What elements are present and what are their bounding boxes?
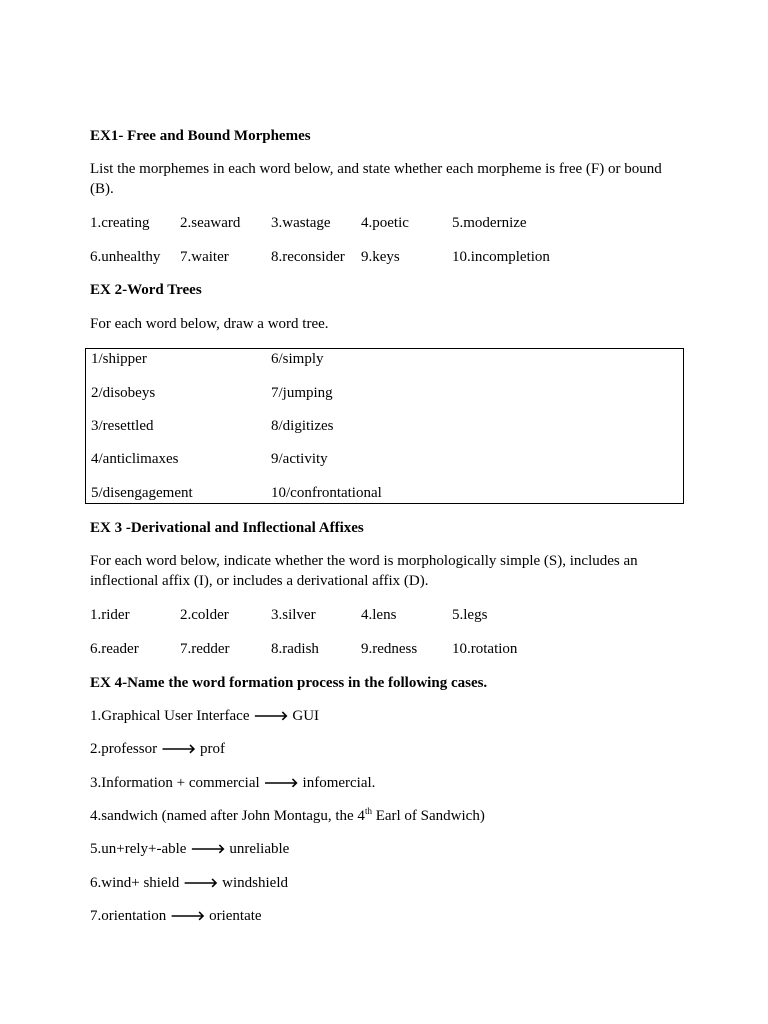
table-cell: 1/shipper xyxy=(91,351,147,367)
ex4-title: EX 4-Name the word formation process in the following cases. xyxy=(90,675,488,691)
table-cell: 4/anticlimaxes xyxy=(91,451,179,467)
superscript: th xyxy=(364,806,372,816)
ex4-item-source: 2.professor xyxy=(90,741,158,757)
table-cell: 5/disengagement xyxy=(91,485,193,501)
word-item: 10.rotation xyxy=(452,641,518,657)
ex4-item-3 xyxy=(90,774,375,793)
table-cell: 3/resettled xyxy=(91,418,154,434)
arrow-right-icon: 🡒 xyxy=(263,776,299,791)
word-item: 9.redness xyxy=(361,641,418,657)
ex3-instruction: For each word below, indicate whether the word is morphologically simple (S), includes an inflectional affix (I), or includes a derivational affix (D). xyxy=(90,553,638,589)
word-item: 3.wastage xyxy=(271,215,331,231)
word-item: 7.redder xyxy=(180,641,230,657)
ex3-title: EX 3 -Derivational and Inflectional Affixes xyxy=(90,520,364,536)
word-item: 3.silver xyxy=(271,607,316,623)
word-item: 2.seaward xyxy=(180,215,241,231)
arrow-right-icon: 🡒 xyxy=(170,909,206,924)
ex2-title: EX 2-Word Trees xyxy=(90,282,202,298)
word-item: 5.modernize xyxy=(452,215,527,231)
word-item: 10.incompletion xyxy=(452,249,550,265)
word-item: 4.lens xyxy=(361,607,397,623)
ex4-item-result: orientate xyxy=(209,908,262,924)
word-item: 6.unhealthy xyxy=(90,249,161,265)
ex4-item-text: 4.sandwich (named after John Montagu, the 4 xyxy=(90,808,365,824)
ex4-item-source: 6.wind+ shield xyxy=(90,875,180,891)
ex1-instruction: List the morphemes in each word below, and state whether each morpheme is free (F) or bound (B). xyxy=(90,161,662,197)
word-item: 6.reader xyxy=(90,641,139,657)
word-item: 5.legs xyxy=(452,607,488,623)
ex1-title: EX1- Free and Bound Morphemes xyxy=(90,128,311,144)
ex4-item-7 xyxy=(90,907,262,926)
ex4-item-1 xyxy=(90,707,319,726)
table-cell: 8/digitizes xyxy=(271,418,334,434)
table-cell: 9/activity xyxy=(271,451,328,467)
word-item: 7.waiter xyxy=(180,249,229,265)
arrow-right-icon: 🡒 xyxy=(183,876,219,891)
ex4-item-source: 1.Graphical User Interface xyxy=(90,708,250,724)
ex4-item-source: 7.orientation xyxy=(90,908,167,924)
ex4-item-source: 3.Information + commercial xyxy=(90,775,260,791)
ex4-item-2 xyxy=(90,740,225,759)
ex4-item-5 xyxy=(90,840,289,859)
ex4-item-result: infomercial. xyxy=(302,775,376,791)
ex4-item-text: Earl of Sandwich) xyxy=(371,808,485,824)
arrow-right-icon: 🡒 xyxy=(253,709,289,724)
word-item: 1.rider xyxy=(90,607,130,623)
ex2-instruction: For each word below, draw a word tree. xyxy=(90,316,329,332)
table-cell: 2/disobeys xyxy=(91,385,156,401)
table-cell: 7/jumping xyxy=(271,385,333,401)
ex4-item-result: unreliable xyxy=(229,841,290,857)
ex4-item-result: prof xyxy=(199,741,225,757)
ex4-item-6 xyxy=(90,874,288,893)
word-item: 8.reconsider xyxy=(271,249,345,265)
word-item: 2.colder xyxy=(180,607,229,623)
word-item: 4.poetic xyxy=(361,215,409,231)
word-item: 9.keys xyxy=(361,249,400,265)
table-cell: 10/confrontational xyxy=(271,485,382,501)
ex2-word-table xyxy=(85,348,684,504)
word-item: 1.creating xyxy=(90,215,150,231)
arrow-right-icon: 🡒 xyxy=(161,742,196,757)
arrow-right-icon: 🡒 xyxy=(190,842,226,857)
word-item: 8.radish xyxy=(271,641,319,657)
ex4-item-4 xyxy=(90,807,485,825)
ex4-item-result: GUI xyxy=(292,708,320,724)
table-cell: 6/simply xyxy=(271,351,324,367)
ex4-item-result: windshield xyxy=(222,875,289,891)
ex4-item-source: 5.un+rely+-able xyxy=(90,841,187,857)
